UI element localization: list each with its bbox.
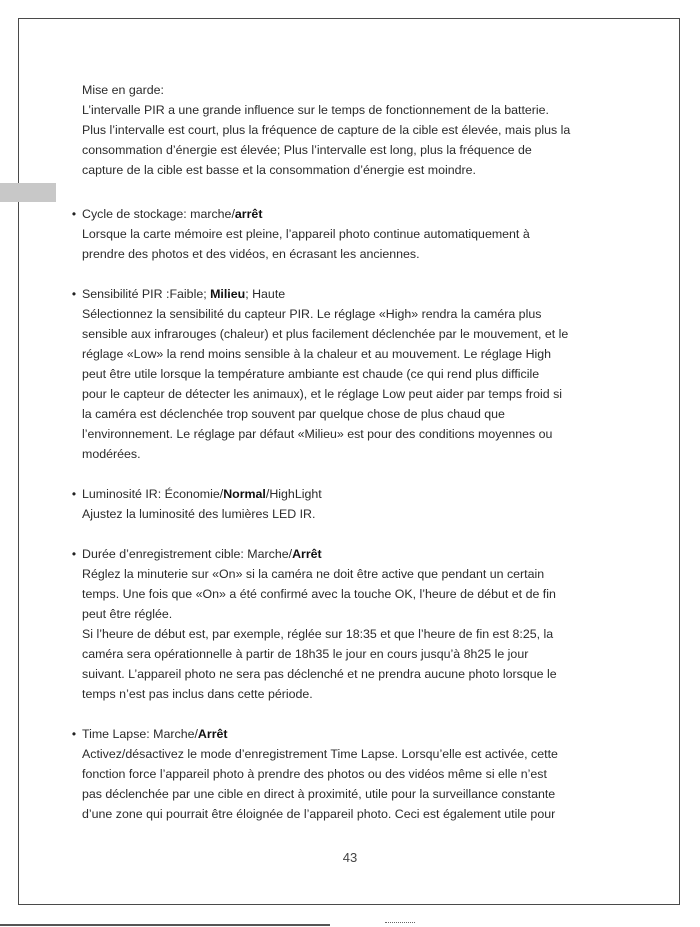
warning-heading: Mise en garde: [82,83,164,97]
footer-mark [385,922,415,926]
setting-description: Ajustez la luminosité des lumières LED IR. [82,507,316,521]
warning-block [82,80,622,180]
bullet-icon: • [71,727,77,741]
setting-title: Luminosité IR: Économie/Normal/HighLight [82,487,322,501]
setting-title: Time Lapse: Marche/Arrêt [82,727,228,741]
footer-rule [0,924,330,926]
side-tab-marker [0,183,56,202]
setting-target-recording-time [71,544,622,704]
setting-title: Cycle de stockage: marche/arrêt [82,207,263,221]
setting-description: Activez/désactivez le mode d’enregistrement Time Lapse. Lorsqu’elle est activée, cette fonction force l’appareil photo à prendre des photos ou des vidéos même si elle n’est pas déclenchée par une cible en direct à proximité, utile pour la surveillance constante d’une zone qui pourrait être éloignée de l’appareil photo. Ceci est également utile pour [82,747,558,821]
setting-pir-sensitivity [71,284,622,464]
bullet-icon: • [71,287,77,301]
setting-description: Sélectionnez la sensibilité du capteur PIR. Le réglage «High» rendra la caméra plus sensible aux infrarouges (chaleur) et plus facilement déclenchée par le mouvement, et le réglage «Low» la rend moins sensible à la chaleur et au mouvement. Le réglage High peut être utile lorsque la température ambiante est chaude (ce qui rend plus difficile pour le capteur de détecter les animaux), et le réglage Low peut aider par temps froid si la caméra est déclenchée trop souvent par quelque chose de plus chaud que l’environnement. Le réglage par défaut «Milieu» est pour des conditions moyennes ou modérées. [82,307,569,461]
bullet-icon: • [71,487,77,501]
page-number: 43 [342,850,358,865]
setting-description: Lorsque la carte mémoire est pleine, l’appareil photo continue automatiquement à prendre des photos et des vidéos, en écrasant les anciennes. [82,227,530,261]
bullet-icon: • [71,547,77,561]
warning-text: L’intervalle PIR a une grande influence sur le temps de fonctionnement de la batterie. Plus l’intervalle est court, plus la fréquence de capture de la cible est élevée, mais plus la consommation d’énergie est élevée; Plus l’intervalle est long, plus la fréquence de capture de la cible est basse et la consommation d’énergie est moindre. [82,103,571,177]
setting-storage-cycle [71,204,622,264]
page-content [71,80,622,844]
setting-description: Réglez la minuterie sur «On» si la caméra ne doit être active que pendant un certain temps. Une fois que «On» a été confirmé avec la touche OK, l’heure de début et de fin peut être réglée. Si l’heure de début est, par exemple, réglée sur 18:35 et que l’heure de fin est 8:25, la caméra sera opérationnelle à partir de 18h35 le jour en cours jusqu’à 8h25 le jour suivant. L’appareil photo ne sera pas déclenché et ne prendra aucune photo lorsque le temps n’est pas inclus dans cette période. [82,567,557,701]
setting-title: Durée d’enregistrement cible: Marche/Arrêt [82,547,322,561]
setting-ir-brightness [71,484,622,524]
setting-title: Sensibilité PIR :Faible; Milieu; Haute [82,287,286,301]
setting-time-lapse [71,724,622,824]
bullet-icon: • [71,207,77,221]
